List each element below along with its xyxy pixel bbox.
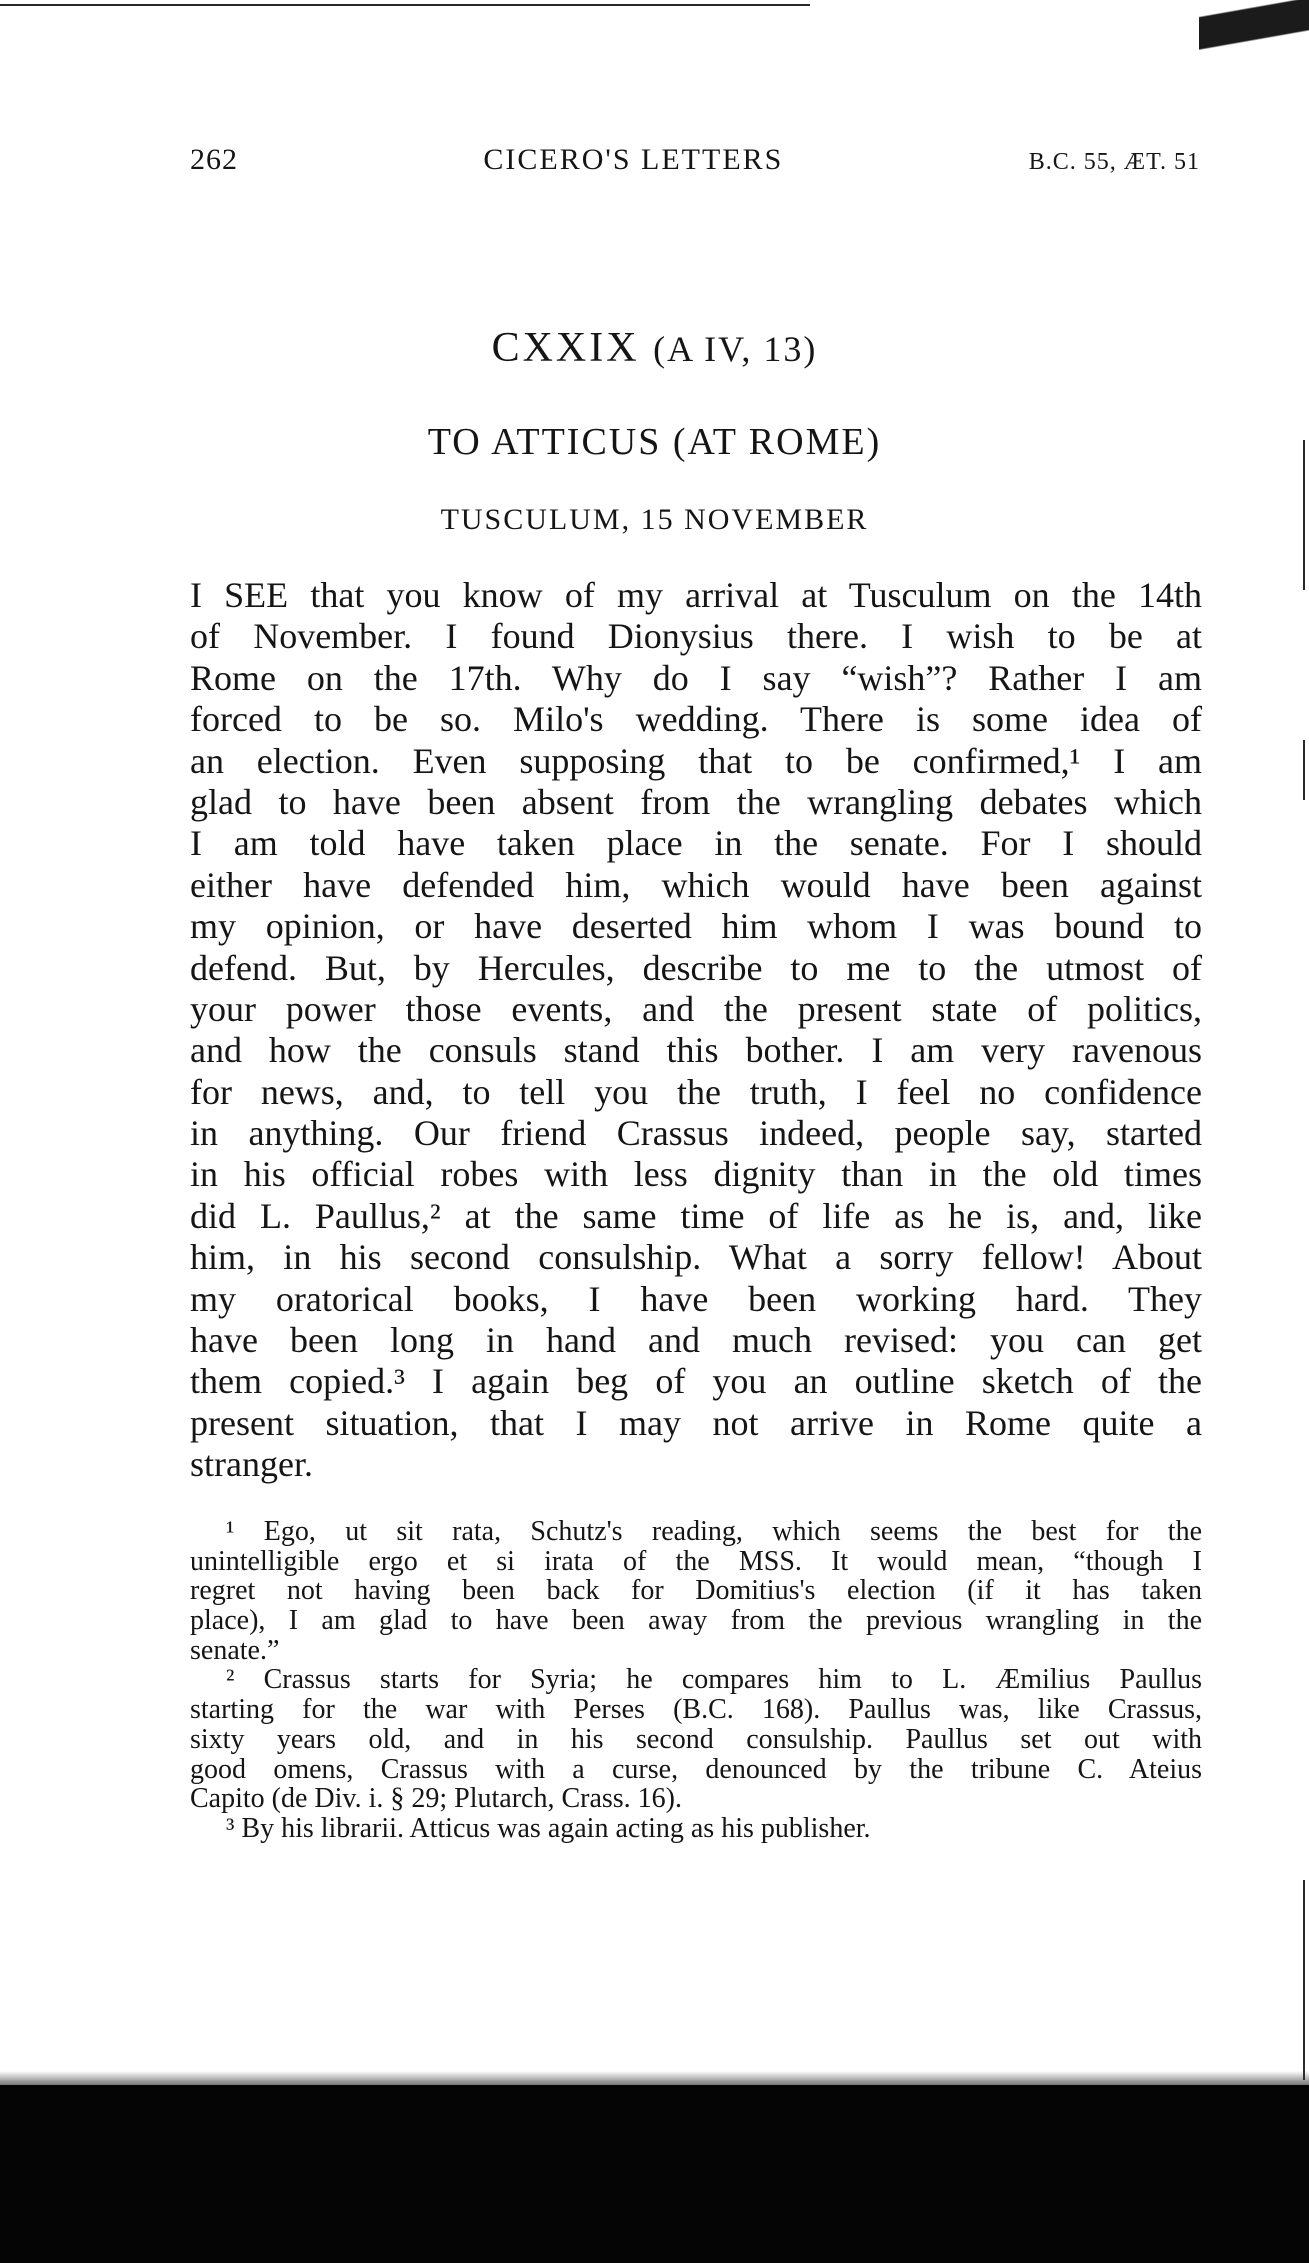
- footnote-line: ¹ Ego, ut sit rata, Schutz's reading, which seems the best for the: [226, 1516, 1202, 1547]
- letter-number: CXXIX: [491, 325, 640, 371]
- body-line: your power those events, and the present state of politics,: [190, 988, 1202, 1029]
- body-line: an election. Even supposing that to be confirmed,¹ I am: [190, 740, 1202, 781]
- body-line: and how the consuls stand this bother. I am very ravenous: [190, 1030, 1202, 1071]
- footnote-line: regret not having been back for Domitius's election (if it has taken: [190, 1575, 1202, 1607]
- page-number: 262: [190, 143, 238, 176]
- footnote-line: place), I am glad to have been away from the previous wrangling in the: [190, 1605, 1202, 1637]
- scan-bottom-border: [0, 2085, 1309, 2263]
- body-line: I SEE that you know of my arrival at Tusculum on the 14th: [190, 575, 1202, 615]
- footnote-line: ³ By his librarii. Atticus was again acting as his publisher.: [226, 1812, 871, 1844]
- letter-heading: [0, 324, 1309, 372]
- letter-reference: (A IV, 13): [653, 329, 818, 369]
- scan-margin-line: [1303, 1880, 1305, 2080]
- body-line: in his official robes with less dignity than in the old times: [190, 1154, 1202, 1195]
- footnote-line: ² Crassus starts for Syria; he compares him to L. Æmilius Paullus: [226, 1664, 1202, 1696]
- body-line: I am told have taken place in the senate. For I should: [190, 823, 1202, 864]
- body-line: Rome on the 17th. Why do I say “wish”? Rather I am: [190, 657, 1202, 698]
- body-line: glad to have been absent from the wrangling debates which: [190, 781, 1202, 822]
- letter-place-date: TUSCULUM, 15 NOVEMBER: [440, 503, 869, 536]
- running-date: B.C. 55, ÆT. 51: [1028, 149, 1200, 175]
- footnote-line: sixty years old, and in his second consulship. Paullus set out with: [190, 1723, 1202, 1755]
- body-line: him, in his second consulship. What a sorry fellow! About: [190, 1237, 1202, 1278]
- body-line: present situation, that I may not arrive in Rome quite a: [190, 1402, 1202, 1443]
- body-line: either have defended him, which would have been against: [190, 864, 1202, 905]
- running-title: CICERO'S LETTERS: [483, 143, 784, 176]
- letter-title: TO ATTICUS (AT ROME): [427, 421, 882, 463]
- footnote-line: good omens, Crassus with a curse, denounced by the tribune C. Ateius: [190, 1753, 1202, 1785]
- footnote-line: starting for the war with Perses (B.C. 168). Paullus was, like Crassus,: [190, 1694, 1202, 1726]
- body-line: for news, and, to tell you the truth, I feel no confidence: [190, 1071, 1202, 1112]
- body-line: them copied.³ I again beg of you an outline sketch of the: [190, 1361, 1202, 1402]
- body-line: my oratorical books, I have been working hard. They: [190, 1278, 1202, 1319]
- footnote-line: unintelligible ergo et si irata of the MSS. It would mean, “though I: [190, 1545, 1202, 1577]
- body-line: of November. I found Dionysius there. I wish to be at: [190, 616, 1202, 657]
- scan-top-edge: [0, 4, 810, 6]
- scan-margin-line: [1303, 740, 1305, 800]
- letter-body: [190, 575, 1202, 1486]
- running-head: [190, 143, 1200, 177]
- body-line: stranger.: [190, 1444, 313, 1485]
- footnotes: [190, 1517, 1202, 1844]
- body-line: in anything. Our friend Crassus indeed, people say, started: [190, 1113, 1202, 1154]
- footnote-line: Capito (de Div. i. § 29; Plutarch, Crass. 16).: [190, 1783, 683, 1815]
- body-line: have been long in hand and much revised: you can get: [190, 1320, 1202, 1361]
- footnote-line: senate.”: [190, 1634, 280, 1666]
- body-line: my opinion, or have deserted him whom I was bound to: [190, 906, 1202, 947]
- body-line: did L. Paullus,² at the same time of life as he is, and, like: [190, 1195, 1202, 1236]
- scan-corner-shadow: [1199, 0, 1309, 62]
- body-line: forced to be so. Milo's wedding. There is some idea of: [190, 699, 1202, 740]
- body-line: defend. But, by Hercules, describe to me to the utmost of: [190, 947, 1202, 988]
